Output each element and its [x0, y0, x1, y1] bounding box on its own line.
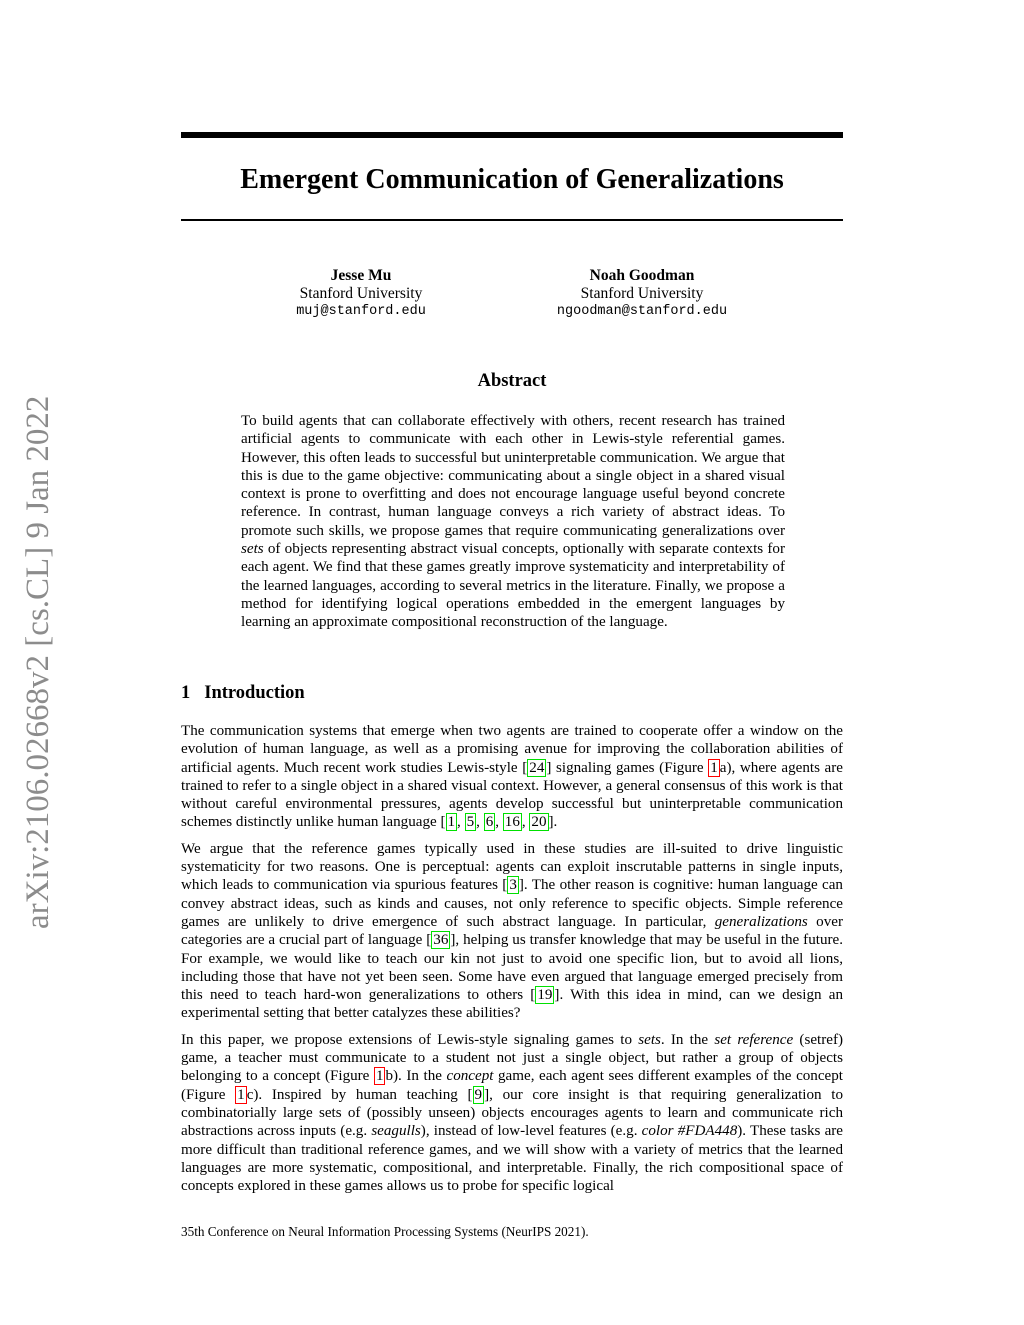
text-run: ] signaling games (Figure: [546, 759, 709, 776]
text-run: We argue that the reference games typically used in these studies are ill-suited to drive linguistic systematicity for two reasons. One is perceptual: agents can exploit inscrutable patterns in single inputs, which leads to communication via spurious features [: [181, 840, 843, 894]
text-run: ]. The other reason is cognitive: human language can convey abstract ideas, such as kinds and causes, not only reference to specific objects. Simple reference games are unlikely to drive emergence of such abstract language. In particular,: [181, 877, 843, 930]
intro-paragraph-2: [181, 840, 843, 1023]
citation-link[interactable]: 9: [474, 1086, 483, 1103]
citation-link[interactable]: 5: [466, 814, 475, 831]
emphasis: sets: [638, 1031, 661, 1048]
abstract-heading: Abstract: [477, 371, 547, 391]
author-name: Jesse Mu: [330, 267, 392, 284]
intro-paragraph-1: The communication systems that emerge when two agents are trained to cooperate offer a window on the evolution of human language, as well as a promising avenue for improving the collaboration abilities of artificial agents. Much recent work studies Lewis-style [ 24 ] signaling games (Figure 1 a), where agents are trained to refer to a single object in a shared visual context. However, a general consensus of this work is that without careful environmental pressures, agents develop successful but uninterpretable communication schemes distinctly unlike human language [ 1 , 5 , 6 , 16 , 20 ].: [181, 723, 843, 831]
text-run: ], our core insight is that requiring generalization to combinatorially large sets of (possibly unseen) objects encourages agents to learn and communicate rich abstractions across inputs (e.g.: [181, 1086, 844, 1140]
text-run: (setref) game, a teacher must communicate to a student not just a single object, but rather a group of objects belonging to a concept (Figure: [181, 1031, 843, 1085]
text-run: ].: [548, 814, 558, 831]
citation-link[interactable]: 24: [529, 759, 545, 776]
text-run: In this paper, we propose extensions of Lewis-style signaling games to: [181, 1031, 639, 1048]
author-affiliation: Stanford University: [580, 285, 704, 302]
text-run: ], helping us transfer knowledge that may be useful in the future. For example, we would like to teach our kin not just to avoid one specific lion, but to avoid all lions, including those that have not yet been seen. Some have even argued that language emerged precisely from this need to teach hard-won generalizations to others [: [181, 932, 843, 1004]
author-block-1: [231, 267, 491, 321]
author-block-2: [512, 267, 772, 321]
section-number: 1: [181, 683, 191, 703]
citation-link[interactable]: 16: [504, 814, 520, 831]
abstract-emphasis: sets: [241, 541, 264, 558]
text-run: b). In the: [385, 1068, 447, 1085]
title-bottom-rule: [181, 219, 843, 221]
text-run: over categories are a crucial part of language [: [181, 913, 843, 949]
author-email[interactable]: muj@stanford.edu: [296, 304, 426, 319]
citation-link[interactable]: 3: [509, 877, 517, 894]
abstract-body: [241, 412, 785, 632]
text-run: ). These tasks are more difficult than traditional reference games, and we will show with a variety of metrics that the learned languages are more systematic, compositional, and interpretable. Finally, the rich compositional space of concepts explored in these games allows us to probe for specific logical: [181, 1123, 844, 1195]
citation-link[interactable]: 36: [433, 932, 449, 949]
section-heading-introduction: [181, 681, 305, 705]
title-top-rule: [181, 132, 843, 138]
text-run: a), where agents are trained to refer to a single object in a shared visual context. However, a general consensus of this work is that without careful environmental pressures, agents develop successful but uninterpretable communication schemes distinctly unlike human language [: [181, 759, 843, 831]
emphasis: generalizations: [714, 913, 808, 930]
figure-link[interactable]: 1: [375, 1068, 384, 1085]
citation-link[interactable]: 19: [537, 987, 553, 1004]
text-run: game, each agent sees different examples of the concept (Figure: [181, 1068, 843, 1103]
section-title: Introduction: [204, 683, 305, 703]
text-run: c). Inspired by human teaching [: [246, 1086, 473, 1103]
abstract-text: of objects representing abstract visual concepts, optionally with separate contexts for each agent. We find that these games greatly improve systematicity and interpretability of the learned languages, according to several metrics in the literature. Finally, we propose a method for identifying logical operations embedded in the emergent languages by learning an approximate compositional reconstruction of the language.: [241, 541, 785, 631]
author-name: Noah Goodman: [589, 267, 695, 284]
emphasis: set reference: [714, 1031, 794, 1048]
text-run: . In the: [660, 1031, 715, 1048]
emphasis: seagulls: [371, 1123, 421, 1140]
text-run: ]. With this idea in mind, can we design an experimental setting that better catalyzes these abilities?: [181, 987, 843, 1022]
citation-link[interactable]: 1: [447, 814, 456, 831]
footer-venue: 35th Conference on Neural Information Processing Systems (NeurIPS 2021).: [181, 1224, 589, 1239]
text-run: The communication systems that emerge when two agents are trained to cooperate offer a window on the evolution of human language, as well as a promising avenue for improving the collaboration abilities of artificial agents. Much recent work studies Lewis-style [: [181, 723, 843, 776]
author-affiliation: Stanford University: [299, 285, 423, 302]
intro-paragraph-3: [181, 1031, 843, 1196]
citation-link[interactable]: 20: [531, 814, 547, 831]
citation-link[interactable]: 6: [485, 814, 494, 831]
arxiv-side-stamp: arXiv:2106.02668v2 [cs.CL] 9 Jan 2022: [20, 395, 56, 929]
paper-title: Emergent Communication of Generalizations: [240, 164, 784, 195]
emphasis: concept: [446, 1068, 494, 1085]
author-email[interactable]: ngoodman@stanford.edu: [556, 304, 728, 319]
figure-link[interactable]: 1: [237, 1086, 245, 1103]
text-run: ), instead of low-level features (e.g.: [420, 1123, 642, 1140]
introduction-body: [181, 722, 843, 1195]
figure-link[interactable]: 1: [710, 759, 718, 776]
abstract-text: To build agents that can collaborate effectively with others, recent research has trained artificial agents to communicate with each other in Lewis-style referential games. However, this often leads to successful but uninterpretable communication. We argue that this is due to the game objective: communicating about a single object in a shared visual context is prone to overfitting and does not encourage language useful beyond concrete reference. In contrast, human language conveys a rich variety of abstract ideas. To promote such skills, we propose games that require communicating generalizations over: [241, 413, 785, 539]
emphasis: color #FDA448: [641, 1123, 738, 1140]
